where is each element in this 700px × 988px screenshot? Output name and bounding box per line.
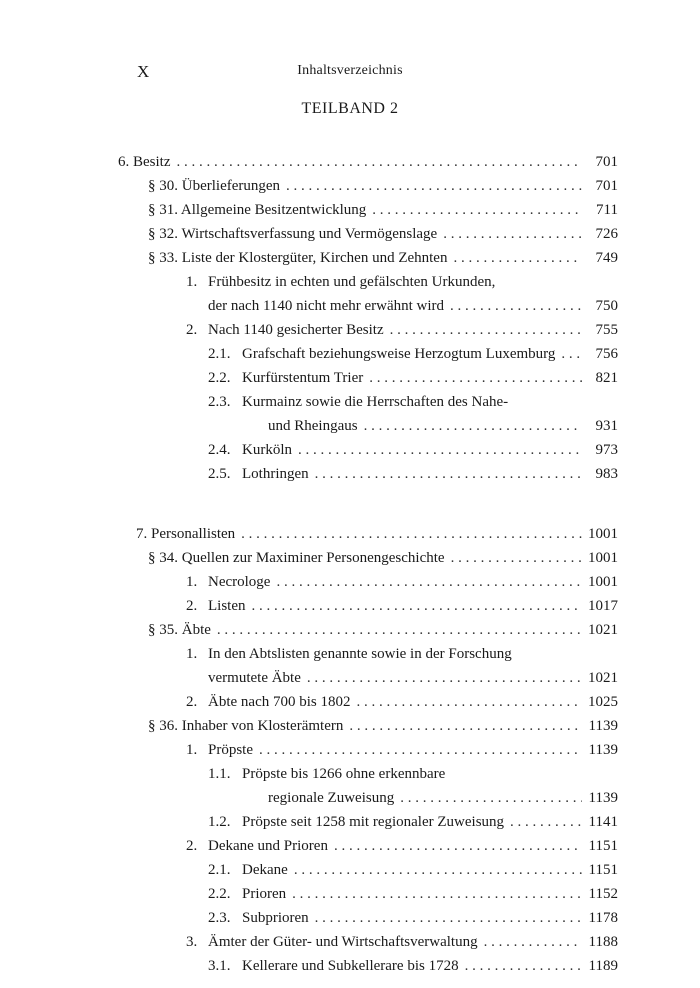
leader-dots [400, 788, 582, 808]
leader-dots [369, 368, 582, 388]
leader-dots [292, 884, 582, 904]
toc-entry-page: 701 [595, 154, 618, 170]
toc-entry-title: Listen [208, 598, 246, 614]
toc-entry-title: Subprioren [242, 910, 309, 926]
toc-entry-title: Kurköln [242, 442, 292, 458]
leader-dots [217, 620, 582, 640]
toc-entry-title: 6. Besitz [118, 154, 171, 170]
toc-entry-number: 3.1. [208, 958, 231, 974]
toc-entry-page: 931 [595, 418, 618, 434]
toc-entry-number: 2.3. [208, 394, 231, 410]
toc-entry-title: Lothringen [242, 466, 309, 482]
toc-entry[interactable] [148, 248, 618, 268]
toc-entry-title: Pröpste [208, 742, 253, 758]
toc-entry-page: 1001 [588, 574, 618, 590]
toc-entry-title: § 32. Wirtschaftsverfassung und Vermögenslage [148, 226, 438, 242]
toc-entry-page: 711 [596, 202, 618, 218]
toc-entry-number: 2. [186, 694, 198, 710]
toc-entry[interactable] [148, 224, 618, 244]
toc-entry-number: 1. [186, 646, 198, 662]
toc-entry-page: 1152 [588, 886, 618, 902]
leader-dots [484, 932, 582, 952]
toc-entry-title: 7. Personallisten [136, 526, 236, 542]
leader-dots [561, 344, 582, 364]
leader-dots [294, 860, 582, 880]
leader-dots [349, 716, 582, 736]
toc-entry-number: 2. [186, 598, 198, 614]
toc-entry-page: 1151 [588, 838, 618, 854]
leader-dots [315, 464, 582, 484]
toc-entry[interactable] [208, 296, 618, 316]
toc-entry-number: 1. [186, 742, 198, 758]
toc-entry-title: Grafschaft beziehungsweise Herzogtum Luxemburg [242, 346, 556, 362]
toc-entry-title: Kurfürstentum Trier [242, 370, 364, 386]
toc-entry-page: 821 [595, 370, 618, 386]
part-title: TEILBAND 2 [301, 100, 399, 117]
leader-dots [450, 296, 582, 316]
toc-entry-title: Dekane [242, 862, 288, 878]
leader-dots [364, 416, 582, 436]
toc-entry-title: Ämter der Güter- und Wirtschaftsverwaltung [208, 934, 478, 950]
toc-entry-title: Pröpste seit 1258 mit regionaler Zuweisung [242, 814, 505, 830]
toc-entry-title: § 30. Überlieferungen [148, 178, 281, 194]
toc-entry[interactable] [242, 956, 618, 976]
leader-dots [443, 224, 582, 244]
leader-dots [356, 692, 582, 712]
toc-entry[interactable] [208, 692, 618, 712]
toc-entry-page: 973 [595, 442, 618, 458]
toc-entry-number: 2.3. [208, 910, 231, 926]
leader-dots [372, 200, 582, 220]
leader-dots [451, 548, 582, 568]
toc-entry[interactable] [208, 932, 618, 952]
toc-entry-number: 2.2. [208, 886, 231, 902]
leader-dots [177, 152, 583, 172]
toc-entry[interactable] [148, 620, 618, 640]
toc-entry-title: § 36. Inhaber von Klosterämtern [148, 718, 344, 734]
toc-entry-page: 756 [595, 346, 618, 362]
toc-entry-title: Necrologe [208, 574, 271, 590]
toc-entry-title: und Rheingaus [268, 418, 358, 434]
leader-dots [241, 524, 582, 544]
toc-entry[interactable] [242, 884, 618, 904]
leader-dots [315, 908, 582, 928]
toc-entry-title: Dekane und Prioren [208, 838, 328, 854]
toc-entry-page: 1021 [588, 622, 618, 638]
leader-dots [510, 812, 582, 832]
toc-entry[interactable] [208, 320, 618, 340]
toc-entry-page: 1017 [588, 598, 618, 614]
toc-entry-page: 1025 [588, 694, 618, 710]
toc-entry-number: 1. [186, 274, 198, 290]
toc-entry-page: 983 [595, 466, 618, 482]
toc-entry[interactable] [148, 716, 618, 736]
toc-entry[interactable] [242, 344, 618, 364]
toc-entry[interactable] [242, 908, 618, 928]
toc-entry-page: 1001 [588, 550, 618, 566]
toc-entry-page: 1141 [588, 814, 618, 830]
leader-dots [453, 248, 582, 268]
toc-entry-number: 2.1. [208, 862, 231, 878]
running-head: Inhaltsverzeichnis [297, 63, 403, 78]
toc-entry-title: regionale Zuweisung [268, 790, 395, 806]
toc-entry-title: § 34. Quellen zur Maximiner Personengeschichte [148, 550, 445, 566]
toc-entry-title: § 33. Liste der Klostergüter, Kirchen und Zehnten [148, 250, 448, 266]
leader-dots [298, 440, 582, 460]
toc-entry[interactable] [208, 572, 618, 592]
leader-dots [259, 740, 582, 760]
toc-entry-page: 1178 [588, 910, 618, 926]
toc-entry[interactable] [268, 416, 618, 436]
leader-dots [334, 836, 582, 856]
toc-entry-page: 1151 [588, 862, 618, 878]
toc-entry[interactable] [242, 440, 618, 460]
toc-entry[interactable] [118, 152, 618, 172]
toc-entry-page: 1188 [588, 934, 618, 950]
leader-dots [390, 320, 582, 340]
toc-entry-title: § 31. Allgemeine Besitzentwicklung [148, 202, 367, 218]
toc-entry[interactable] [208, 740, 618, 760]
leader-dots [307, 668, 582, 688]
page-number: X [137, 62, 150, 81]
toc-entry-number: 2.1. [208, 346, 231, 362]
toc-entry[interactable] [208, 836, 618, 856]
toc-entry-page: 755 [595, 322, 618, 338]
leader-dots [286, 176, 582, 196]
toc-entry-first-line: Pröpste bis 1266 ohne erkennbare [242, 766, 446, 782]
toc-entry[interactable] [148, 548, 618, 568]
toc-entry-number: 2. [186, 322, 198, 338]
toc-entry-number: 1. [186, 574, 198, 590]
toc-entry[interactable] [148, 200, 618, 220]
toc-entry-page: 749 [595, 250, 618, 266]
toc-entry[interactable] [242, 812, 618, 832]
toc-entry-title: vermutete Äbte [208, 670, 301, 686]
toc-entry-page: 1021 [588, 670, 618, 686]
toc-entry-number: 1.1. [208, 766, 231, 782]
toc-entry-page: 750 [595, 298, 618, 314]
leader-dots [252, 596, 583, 616]
toc-entry[interactable] [208, 596, 618, 616]
toc-entry-first-line: In den Abtslisten genannte sowie in der Forschung [208, 646, 512, 662]
toc-entry[interactable] [136, 524, 618, 544]
toc-entry-first-line: Frühbesitz in echten und gefälschten Urkunden, [208, 274, 496, 290]
toc-entry-title: Äbte nach 700 bis 1802 [208, 694, 351, 710]
toc-entry-page: 1189 [588, 958, 618, 974]
toc-entry-number: 2.4. [208, 442, 231, 458]
toc-entry-title: § 35. Äbte [148, 622, 211, 638]
toc-entry-page: 1139 [588, 790, 618, 806]
toc-entry-number: 2.5. [208, 466, 231, 482]
toc-entry[interactable] [268, 788, 618, 808]
toc-entry[interactable] [242, 860, 618, 880]
toc-entry-page: 1139 [588, 718, 618, 734]
toc-entry-title: der nach 1140 nicht mehr erwähnt wird [208, 298, 445, 314]
toc-entry[interactable] [242, 368, 618, 388]
toc-entry-number: 2.2. [208, 370, 231, 386]
toc-entry-number: 3. [186, 934, 198, 950]
toc-entry-page: 1001 [588, 526, 618, 542]
toc-entry-page: 726 [595, 226, 618, 242]
toc-entry-title: Prioren [242, 886, 287, 902]
leader-dots [465, 956, 582, 976]
toc-entry[interactable] [208, 668, 618, 688]
toc-entry-number: 2. [186, 838, 198, 854]
toc-entry-first-line: Kurmainz sowie die Herrschaften des Nahe- [242, 394, 509, 410]
toc-entry-title: Kellerare und Subkellerare bis 1728 [242, 958, 459, 974]
leader-dots [276, 572, 582, 592]
toc-entry-number: 1.2. [208, 814, 231, 830]
toc-entry-page: 1139 [588, 742, 618, 758]
toc-entry[interactable] [148, 176, 618, 196]
toc-entry-title: Nach 1140 gesicherter Besitz [208, 322, 384, 338]
toc-entry[interactable] [242, 464, 618, 484]
toc-entry-page: 701 [595, 178, 618, 194]
